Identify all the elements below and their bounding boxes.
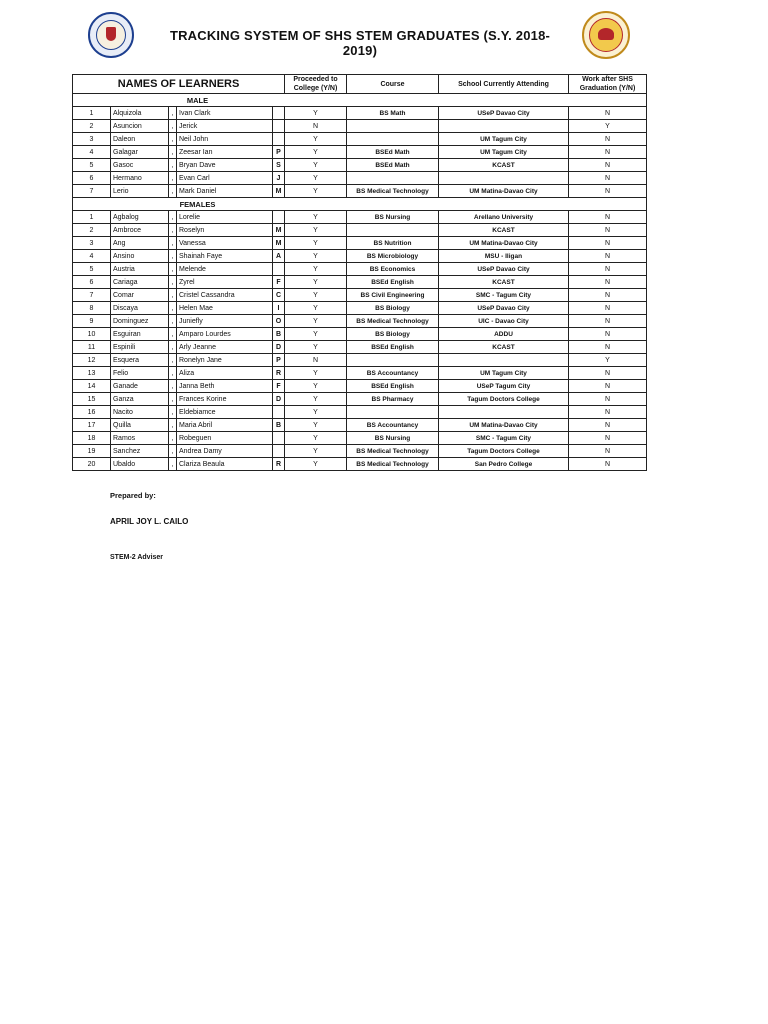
work-value: N bbox=[569, 432, 647, 445]
work-value: N bbox=[569, 419, 647, 432]
row-number: 5 bbox=[73, 263, 111, 276]
course-value: BS Nursing bbox=[347, 211, 439, 224]
proceeded-value: N bbox=[285, 120, 347, 133]
school-value: MSU - Iligan bbox=[439, 250, 569, 263]
middle-initial: M bbox=[273, 224, 285, 237]
table-row bbox=[73, 328, 647, 341]
name-separator: , bbox=[169, 367, 177, 380]
row-number: 11 bbox=[73, 341, 111, 354]
work-value: N bbox=[569, 276, 647, 289]
name-separator: , bbox=[169, 380, 177, 393]
proceeded-value: Y bbox=[285, 380, 347, 393]
section-male-label: MALE bbox=[186, 95, 209, 105]
last-name: Gasoc bbox=[111, 159, 169, 172]
proceeded-value: Y bbox=[285, 328, 347, 341]
name-separator: , bbox=[169, 185, 177, 198]
table-row bbox=[73, 432, 647, 445]
work-value: Y bbox=[569, 120, 647, 133]
school-value: UM Matina-Davao City bbox=[439, 185, 569, 198]
name-separator: , bbox=[169, 133, 177, 146]
row-number: 17 bbox=[73, 419, 111, 432]
work-value: N bbox=[569, 185, 647, 198]
table-row bbox=[73, 354, 647, 367]
work-value: N bbox=[569, 328, 647, 341]
name-separator: , bbox=[169, 250, 177, 263]
first-name: Mark Daniel bbox=[177, 185, 273, 198]
page-title: TRACKING SYSTEM OF SHS STEM GRADUATES (S.Y. 2018-2019) bbox=[169, 28, 551, 58]
proceeded-value: Y bbox=[285, 406, 347, 419]
table-row bbox=[73, 172, 647, 185]
table-row bbox=[73, 159, 647, 172]
school-value: Tagum Doctors College bbox=[439, 445, 569, 458]
proceeded-value: Y bbox=[285, 341, 347, 354]
last-name: Espinili bbox=[111, 341, 169, 354]
male-rows bbox=[73, 107, 647, 198]
middle-initial: C bbox=[273, 289, 285, 302]
graduates-table bbox=[72, 74, 647, 471]
table-row bbox=[73, 367, 647, 380]
table-row bbox=[73, 237, 647, 250]
last-name: Alquizola bbox=[111, 107, 169, 120]
name-separator: , bbox=[169, 276, 177, 289]
proceeded-value: Y bbox=[285, 237, 347, 250]
school-value: Tagum Doctors College bbox=[439, 393, 569, 406]
table-header-row bbox=[73, 75, 647, 94]
work-value: N bbox=[569, 224, 647, 237]
work-value: N bbox=[569, 406, 647, 419]
middle-initial: D bbox=[273, 341, 285, 354]
proceeded-value: Y bbox=[285, 172, 347, 185]
school-value bbox=[439, 172, 569, 185]
work-value: N bbox=[569, 458, 647, 471]
row-number: 7 bbox=[73, 289, 111, 302]
school-value: UM Matina-Davao City bbox=[439, 419, 569, 432]
course-value: BS Civil Engineering bbox=[347, 289, 439, 302]
row-number: 1 bbox=[73, 107, 111, 120]
last-name: Ansino bbox=[111, 250, 169, 263]
last-name: Ramos bbox=[111, 432, 169, 445]
middle-initial bbox=[273, 406, 285, 419]
work-value: N bbox=[569, 146, 647, 159]
last-name: Austria bbox=[111, 263, 169, 276]
course-value: BSEd English bbox=[347, 276, 439, 289]
course-value: BS Economics bbox=[347, 263, 439, 276]
first-name: Roselyn bbox=[177, 224, 273, 237]
name-separator: , bbox=[169, 107, 177, 120]
last-name: Ganza bbox=[111, 393, 169, 406]
name-separator: , bbox=[169, 445, 177, 458]
name-separator: , bbox=[169, 159, 177, 172]
middle-initial: D bbox=[273, 393, 285, 406]
proceeded-value: Y bbox=[285, 315, 347, 328]
work-value: N bbox=[569, 341, 647, 354]
course-value: BS Medical Technology bbox=[347, 315, 439, 328]
row-number: 2 bbox=[73, 120, 111, 133]
proceeded-value: Y bbox=[285, 432, 347, 445]
school-value: UM Tagum City bbox=[439, 146, 569, 159]
last-name: Asuncion bbox=[111, 120, 169, 133]
middle-initial: P bbox=[273, 354, 285, 367]
middle-initial: O bbox=[273, 315, 285, 328]
first-name: Andrea Damy bbox=[177, 445, 273, 458]
work-value: N bbox=[569, 211, 647, 224]
name-separator: , bbox=[169, 406, 177, 419]
row-number: 6 bbox=[73, 172, 111, 185]
name-separator: , bbox=[169, 432, 177, 445]
table-row bbox=[73, 107, 647, 120]
middle-initial bbox=[273, 107, 285, 120]
table-row bbox=[73, 133, 647, 146]
last-name: Felio bbox=[111, 367, 169, 380]
row-number: 3 bbox=[73, 237, 111, 250]
table-row bbox=[73, 120, 647, 133]
school-seal-icon bbox=[582, 11, 630, 59]
proceeded-value: Y bbox=[285, 276, 347, 289]
proceeded-value: Y bbox=[285, 211, 347, 224]
first-name: Arly Jeanne bbox=[177, 341, 273, 354]
middle-initial bbox=[273, 120, 285, 133]
first-name: Ronelyn Jane bbox=[177, 354, 273, 367]
work-value: Y bbox=[569, 354, 647, 367]
school-value bbox=[439, 120, 569, 133]
course-value: BS Biology bbox=[347, 302, 439, 315]
work-value: N bbox=[569, 237, 647, 250]
middle-initial: I bbox=[273, 302, 285, 315]
first-name: Robeguen bbox=[177, 432, 273, 445]
name-separator: , bbox=[169, 120, 177, 133]
course-value: BS Accountancy bbox=[347, 367, 439, 380]
work-value: N bbox=[569, 393, 647, 406]
school-value: KCAST bbox=[439, 276, 569, 289]
name-separator: , bbox=[169, 224, 177, 237]
last-name: Agbalog bbox=[111, 211, 169, 224]
proceeded-value: Y bbox=[285, 458, 347, 471]
section-male bbox=[73, 94, 647, 107]
section-female-label: FEMALES bbox=[179, 199, 216, 209]
table-row bbox=[73, 341, 647, 354]
row-number: 5 bbox=[73, 159, 111, 172]
school-value: UM Matina-Davao City bbox=[439, 237, 569, 250]
last-name: Hermano bbox=[111, 172, 169, 185]
first-name: Clariza Beaula bbox=[177, 458, 273, 471]
name-separator: , bbox=[169, 211, 177, 224]
work-value: N bbox=[569, 250, 647, 263]
proceeded-value: Y bbox=[285, 445, 347, 458]
adviser-name: APRIL JOY L. CAILO bbox=[110, 517, 189, 526]
school-value: ADDU bbox=[439, 328, 569, 341]
first-name: Jerick bbox=[177, 120, 273, 133]
first-name: Shainah Faye bbox=[177, 250, 273, 263]
course-value: BSEd English bbox=[347, 380, 439, 393]
header-proceeded: Proceeded to College (Y/N) bbox=[285, 75, 347, 94]
first-name: Frances Korine bbox=[177, 393, 273, 406]
row-number: 13 bbox=[73, 367, 111, 380]
first-name: Melende bbox=[177, 263, 273, 276]
first-name: Bryan Dave bbox=[177, 159, 273, 172]
first-name: Lorelie bbox=[177, 211, 273, 224]
middle-initial: B bbox=[273, 419, 285, 432]
name-separator: , bbox=[169, 302, 177, 315]
course-value: BSEd Math bbox=[347, 146, 439, 159]
course-value: BS Microbiology bbox=[347, 250, 439, 263]
work-value: N bbox=[569, 289, 647, 302]
last-name: Esquera bbox=[111, 354, 169, 367]
middle-initial bbox=[273, 432, 285, 445]
work-value: N bbox=[569, 263, 647, 276]
last-name: Cariaga bbox=[111, 276, 169, 289]
course-value bbox=[347, 224, 439, 237]
work-value: N bbox=[569, 172, 647, 185]
course-value: BS Medical Technology bbox=[347, 185, 439, 198]
last-name: Nacito bbox=[111, 406, 169, 419]
proceeded-value: Y bbox=[285, 133, 347, 146]
row-number: 12 bbox=[73, 354, 111, 367]
course-value bbox=[347, 406, 439, 419]
middle-initial: S bbox=[273, 159, 285, 172]
proceeded-value: Y bbox=[285, 302, 347, 315]
first-name: Zeesar Ian bbox=[177, 146, 273, 159]
table-row bbox=[73, 445, 647, 458]
table-row bbox=[73, 406, 647, 419]
work-value: N bbox=[569, 445, 647, 458]
header-school: School Currently Attending bbox=[439, 75, 569, 94]
table-row bbox=[73, 419, 647, 432]
table-row bbox=[73, 146, 647, 159]
school-value bbox=[439, 406, 569, 419]
row-number: 3 bbox=[73, 133, 111, 146]
school-value: San Pedro College bbox=[439, 458, 569, 471]
row-number: 7 bbox=[73, 185, 111, 198]
row-number: 1 bbox=[73, 211, 111, 224]
school-value: KCAST bbox=[439, 159, 569, 172]
school-value: Arellano University bbox=[439, 211, 569, 224]
course-value: BS Nursing bbox=[347, 432, 439, 445]
first-name: Aliza bbox=[177, 367, 273, 380]
row-number: 4 bbox=[73, 146, 111, 159]
last-name: Esguiran bbox=[111, 328, 169, 341]
name-separator: , bbox=[169, 354, 177, 367]
school-value: SMC - Tagum City bbox=[439, 289, 569, 302]
proceeded-value: Y bbox=[285, 289, 347, 302]
proceeded-value: Y bbox=[285, 419, 347, 432]
table-row bbox=[73, 276, 647, 289]
proceeded-value: Y bbox=[285, 146, 347, 159]
table-row bbox=[73, 302, 647, 315]
proceeded-value: Y bbox=[285, 367, 347, 380]
table-row bbox=[73, 224, 647, 237]
row-number: 10 bbox=[73, 328, 111, 341]
row-number: 2 bbox=[73, 224, 111, 237]
school-value: UM Tagum City bbox=[439, 367, 569, 380]
school-value: UIC - Davao City bbox=[439, 315, 569, 328]
name-separator: , bbox=[169, 328, 177, 341]
school-value: USeP Davao City bbox=[439, 263, 569, 276]
name-separator: , bbox=[169, 263, 177, 276]
last-name: Ganade bbox=[111, 380, 169, 393]
row-number: 16 bbox=[73, 406, 111, 419]
table-row bbox=[73, 250, 647, 263]
first-name: Juniefly bbox=[177, 315, 273, 328]
first-name: Eldebiamce bbox=[177, 406, 273, 419]
work-value: N bbox=[569, 315, 647, 328]
course-value: BSEd Math bbox=[347, 159, 439, 172]
proceeded-value: N bbox=[285, 354, 347, 367]
middle-initial: R bbox=[273, 367, 285, 380]
last-name: Lerio bbox=[111, 185, 169, 198]
school-value: KCAST bbox=[439, 341, 569, 354]
name-separator: , bbox=[169, 341, 177, 354]
name-separator: , bbox=[169, 237, 177, 250]
section-female bbox=[73, 198, 647, 211]
middle-initial: P bbox=[273, 146, 285, 159]
last-name: Ubaldo bbox=[111, 458, 169, 471]
middle-initial: F bbox=[273, 276, 285, 289]
last-name: Galagar bbox=[111, 146, 169, 159]
course-value: BS Pharmacy bbox=[347, 393, 439, 406]
middle-initial bbox=[273, 263, 285, 276]
work-value: N bbox=[569, 107, 647, 120]
first-name: Zyrel bbox=[177, 276, 273, 289]
header-course: Course bbox=[347, 75, 439, 94]
table-row bbox=[73, 185, 647, 198]
last-name: Quilla bbox=[111, 419, 169, 432]
course-value bbox=[347, 133, 439, 146]
school-value: USeP Davao City bbox=[439, 302, 569, 315]
middle-initial bbox=[273, 211, 285, 224]
first-name: Vanessa bbox=[177, 237, 273, 250]
work-value: N bbox=[569, 133, 647, 146]
middle-initial: F bbox=[273, 380, 285, 393]
first-name: Evan Carl bbox=[177, 172, 273, 185]
work-value: N bbox=[569, 302, 647, 315]
proceeded-value: Y bbox=[285, 250, 347, 263]
table-row bbox=[73, 458, 647, 471]
middle-initial bbox=[273, 133, 285, 146]
course-value bbox=[347, 120, 439, 133]
row-number: 20 bbox=[73, 458, 111, 471]
name-separator: , bbox=[169, 289, 177, 302]
first-name: Ivan Clark bbox=[177, 107, 273, 120]
deped-seal-icon bbox=[88, 12, 134, 58]
name-separator: , bbox=[169, 172, 177, 185]
course-value: BS Accountancy bbox=[347, 419, 439, 432]
header-work: Work after SHS Graduation (Y/N) bbox=[569, 75, 647, 94]
name-separator: , bbox=[169, 146, 177, 159]
row-number: 6 bbox=[73, 276, 111, 289]
middle-initial: A bbox=[273, 250, 285, 263]
proceeded-value: Y bbox=[285, 263, 347, 276]
middle-initial: M bbox=[273, 185, 285, 198]
last-name: Ambroce bbox=[111, 224, 169, 237]
row-number: 15 bbox=[73, 393, 111, 406]
school-value: SMC - Tagum City bbox=[439, 432, 569, 445]
school-value: USeP Tagum City bbox=[439, 380, 569, 393]
last-name: Daleon bbox=[111, 133, 169, 146]
adviser-role: STEM-2 Adviser bbox=[110, 554, 164, 561]
course-value: BS Biology bbox=[347, 328, 439, 341]
first-name: Maria Abril bbox=[177, 419, 273, 432]
school-seal-emblem bbox=[589, 18, 623, 52]
name-separator: , bbox=[169, 393, 177, 406]
course-value: BS Nutrition bbox=[347, 237, 439, 250]
first-name: Neil John bbox=[177, 133, 273, 146]
course-value bbox=[347, 172, 439, 185]
work-value: N bbox=[569, 367, 647, 380]
row-number: 8 bbox=[73, 302, 111, 315]
proceeded-value: Y bbox=[285, 224, 347, 237]
first-name: Helen Mae bbox=[177, 302, 273, 315]
course-value: BS Medical Technology bbox=[347, 458, 439, 471]
table-row bbox=[73, 211, 647, 224]
first-name: Janna Beth bbox=[177, 380, 273, 393]
middle-initial: M bbox=[273, 237, 285, 250]
course-value: BS Math bbox=[347, 107, 439, 120]
work-value: N bbox=[569, 380, 647, 393]
school-value bbox=[439, 354, 569, 367]
last-name: Sanchez bbox=[111, 445, 169, 458]
name-separator: , bbox=[169, 315, 177, 328]
row-number: 4 bbox=[73, 250, 111, 263]
middle-initial: R bbox=[273, 458, 285, 471]
last-name: Dominguez bbox=[111, 315, 169, 328]
middle-initial bbox=[273, 445, 285, 458]
female-rows bbox=[73, 211, 647, 471]
last-name: Ang bbox=[111, 237, 169, 250]
last-name: Comar bbox=[111, 289, 169, 302]
course-value: BSEd English bbox=[347, 341, 439, 354]
table-row bbox=[73, 315, 647, 328]
first-name: Amparo Lourdes bbox=[177, 328, 273, 341]
school-value: UM Tagum City bbox=[439, 133, 569, 146]
proceeded-value: Y bbox=[285, 393, 347, 406]
table-row bbox=[73, 380, 647, 393]
name-separator: , bbox=[169, 419, 177, 432]
last-name: Discaya bbox=[111, 302, 169, 315]
row-number: 9 bbox=[73, 315, 111, 328]
row-number: 18 bbox=[73, 432, 111, 445]
prepared-by-label: Prepared by: bbox=[110, 491, 156, 500]
proceeded-value: Y bbox=[285, 185, 347, 198]
table-row bbox=[73, 263, 647, 276]
proceeded-value: Y bbox=[285, 107, 347, 120]
middle-initial: B bbox=[273, 328, 285, 341]
first-name: Cristel Cassandra bbox=[177, 289, 273, 302]
school-value: USeP Davao City bbox=[439, 107, 569, 120]
table-row bbox=[73, 393, 647, 406]
name-separator: , bbox=[169, 458, 177, 471]
middle-initial: J bbox=[273, 172, 285, 185]
course-value bbox=[347, 354, 439, 367]
work-value: N bbox=[569, 159, 647, 172]
school-value: KCAST bbox=[439, 224, 569, 237]
header-names: NAMES OF LEARNERS bbox=[73, 75, 285, 94]
row-number: 14 bbox=[73, 380, 111, 393]
deped-seal-emblem bbox=[96, 20, 126, 50]
table-row bbox=[73, 289, 647, 302]
course-value: BS Medical Technology bbox=[347, 445, 439, 458]
row-number: 19 bbox=[73, 445, 111, 458]
proceeded-value: Y bbox=[285, 159, 347, 172]
